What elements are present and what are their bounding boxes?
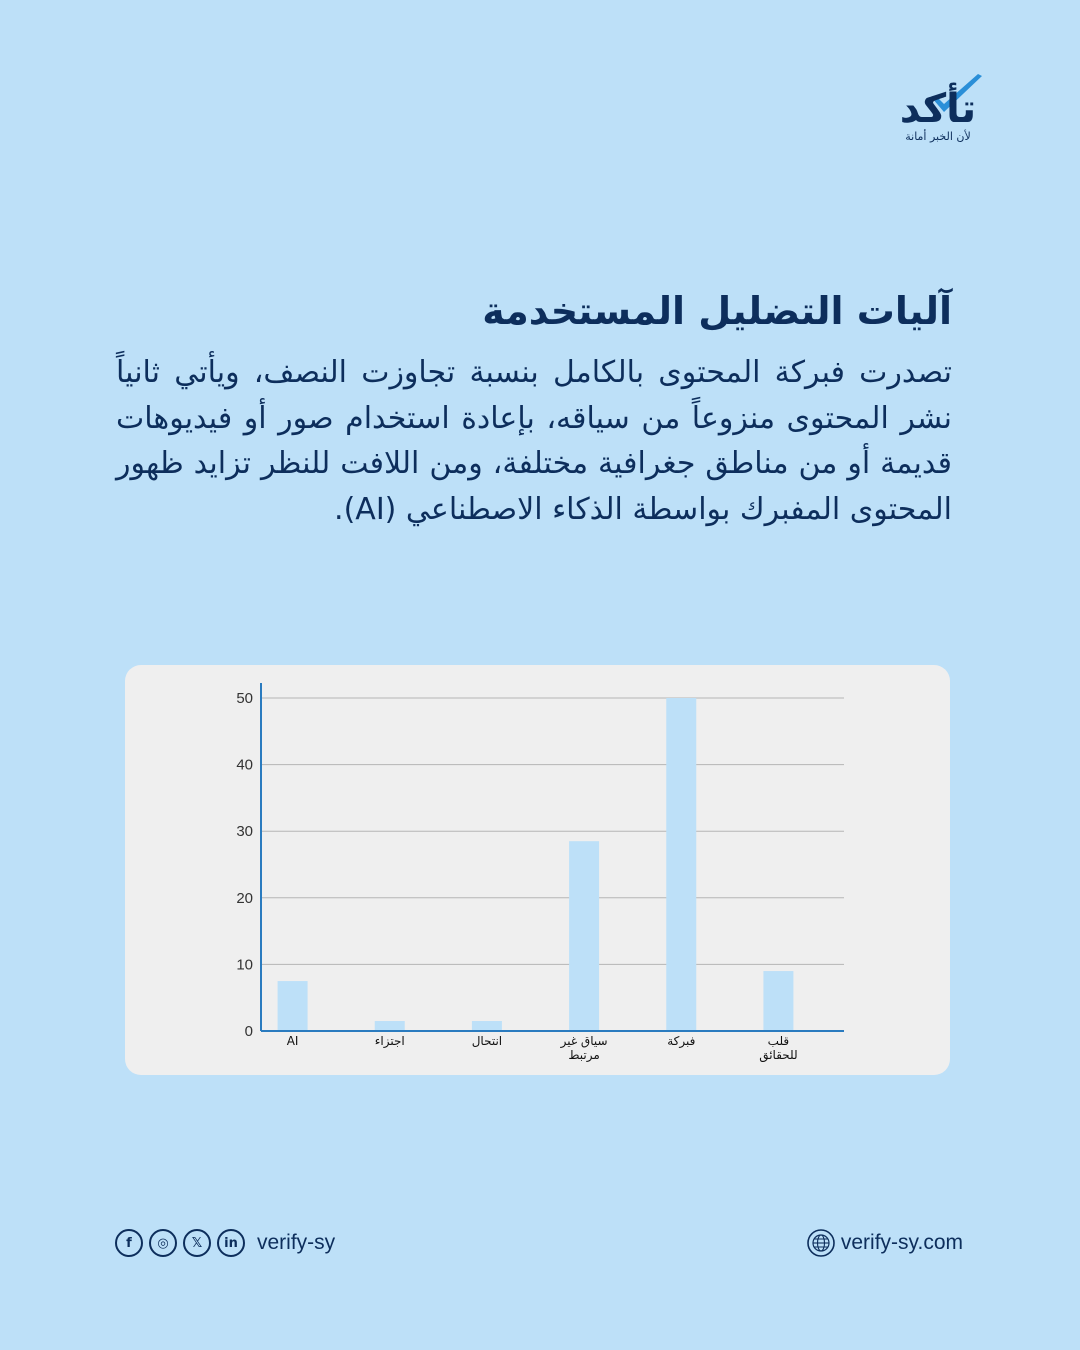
logo-text: تأكد [899,86,977,128]
y-tick-label: 30 [236,823,253,841]
x-tick-label: اجتزاء [374,1034,405,1048]
bar-chart [125,665,950,1075]
bar [278,981,308,1031]
x-tick-label: مرتبط [568,1048,600,1062]
y-tick-label: 0 [244,1023,253,1040]
brand-logo [892,68,984,148]
social-handle[interactable]: verify-sy [257,1231,336,1254]
globe-icon [806,1228,836,1258]
linkedin-icon[interactable]: in [217,1229,245,1257]
chart-card [125,665,950,1075]
bar [472,1021,502,1031]
x-tick-label: فبركة [667,1034,696,1048]
logo-tagline: لأن الخبر أمانة [905,130,971,143]
bar [569,841,599,1031]
y-tick-label: 40 [236,756,253,774]
bar [666,698,696,1031]
x-tick-label: AI [286,1034,299,1048]
y-tick-label: 50 [236,690,253,707]
x-icon[interactable]: 𝕏 [183,1229,211,1257]
y-tick-label: 20 [236,889,253,907]
social-links [115,1227,335,1259]
bar [375,1021,405,1031]
logo-mark [892,68,984,128]
x-tick-label: للحقائق [759,1048,798,1062]
y-tick-label: 10 [236,956,253,974]
x-tick-label: سياق غير [560,1034,608,1048]
body-paragraph: تصدرت فبركة المحتوى بالكامل بنسبة تجاوزت النصف، ويأتي ثانياً نشر المحتوى منزوعاً من سياقه، بإعادة استخدام صور أو فيديوهات قديمة أو من مناطق جغرافية مختلفة، ومن اللافت للنظر تزايد ظهور المحتوى المفبرك بواسطة الذكاء الاصطناعي (AI). [116,355,952,527]
instagram-icon[interactable]: ◎ [149,1229,177,1257]
page-title: آليات التضليل المستخدمة [482,289,952,333]
bar [763,971,793,1031]
x-tick-label: انتحال [471,1034,503,1048]
x-tick-label: قلب [767,1034,790,1048]
facebook-icon[interactable]: f [115,1229,143,1257]
website-link[interactable] [806,1227,963,1259]
website-url[interactable]: verify-sy.com [840,1231,963,1254]
